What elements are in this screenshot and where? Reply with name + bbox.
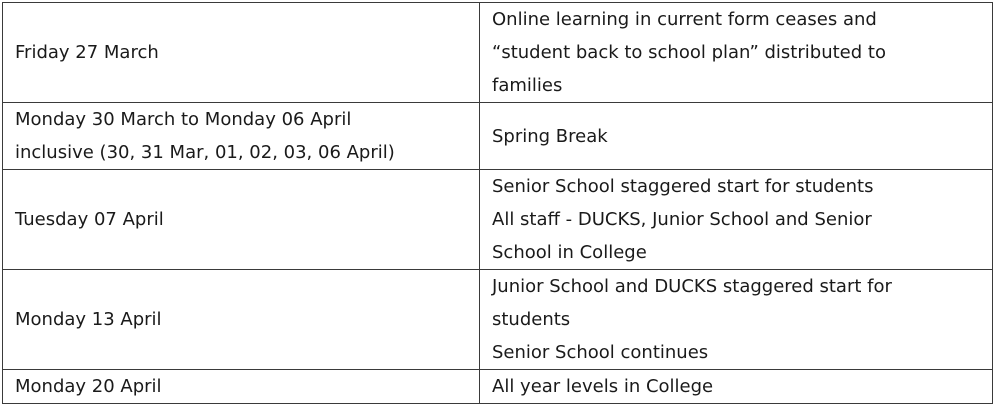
date-text: inclusive (30, 31 Mar, 01, 02, 03, 06 April) (15, 142, 395, 163)
event-text: Senior School staggered start for students (492, 176, 874, 197)
event-text: All staff - DUCKS, Junior School and Senior (492, 209, 872, 230)
event-cell (480, 103, 993, 170)
table-row (3, 103, 993, 170)
event-text: Spring Break (492, 125, 608, 147)
event-cell (480, 370, 993, 404)
date-text: Tuesday 07 April (15, 209, 164, 230)
table-row (3, 170, 993, 270)
date-text: Friday 27 March (15, 42, 159, 63)
event-text: students (492, 309, 571, 330)
event-text: All year levels in College (492, 376, 714, 397)
table-row (3, 370, 993, 404)
table-row (3, 270, 993, 370)
event-text: “student back to school plan” distributed to (492, 42, 886, 63)
event-cell (480, 270, 993, 370)
schedule-table (2, 2, 993, 404)
date-cell (3, 3, 480, 103)
event-text: families (492, 75, 563, 96)
date-cell (3, 370, 480, 404)
table-row (3, 3, 993, 103)
date-cell (3, 270, 480, 370)
event-cell (480, 3, 993, 103)
date-cell (3, 103, 480, 170)
date-text: Monday 20 April (15, 376, 162, 397)
date-text: Monday 13 April (15, 309, 162, 330)
event-text: School in College (492, 242, 647, 263)
event-cell (480, 170, 993, 270)
date-cell (3, 170, 480, 270)
event-text: Online learning in current form ceases and (492, 9, 877, 30)
event-text: Senior School continues (492, 342, 709, 363)
event-text: Junior School and DUCKS staggered start for (492, 276, 892, 297)
date-text: Monday 30 March to Monday 06 April (15, 109, 352, 130)
